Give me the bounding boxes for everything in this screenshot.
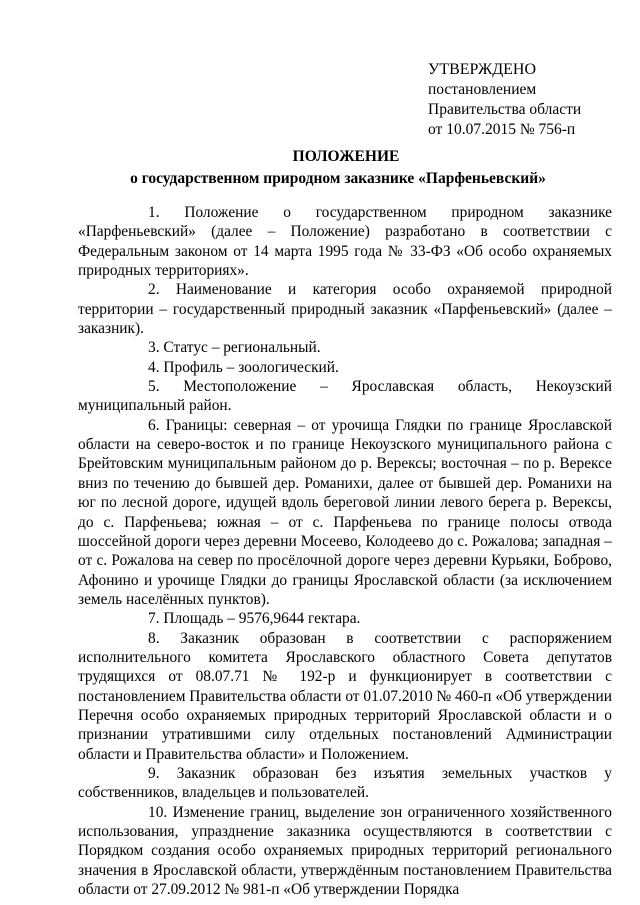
paragraph-4: 4. Профиль – зоологический. [148,358,339,376]
paragraph-3: 3. Статус – региональный. [148,339,321,357]
document-body [78,203,612,899]
paragraph-5: 5. Местоположение – Ярославская область, Некоузский муниципальный район. [78,378,612,415]
paragraph-9: 9. Заказник образован без изъятия земельных участков у собственников, владельцев и пользователей. [78,764,612,802]
document-title [0,146,640,190]
paragraph-7: 7. Площадь – 9576,9644 гектара. [148,610,361,628]
title-main: ПОЛОЖЕНИЕ [292,148,400,165]
title-sub: о государственном природном заказнике «Парфеньевский» [130,170,546,187]
paragraph-10: 10. Изменение границ, выделение зон ограниченного хозяйственного использования, упразднение заказника осуществляются в соответствии с Порядком создания особо охраняемых природных территорий регионального значения в Ярославской области, утверждённым постановлением Правительства области от 27.09.2012 № 981-п «Об утверждении Порядка [78,803,612,899]
paragraph-8: 8. Заказник образован в соответствии с распоряжением исполнительного комитета Ярославского областного Совета депутатов трудящихся от 08.07.71 № 192-р и функционирует в соответствии с постановлением Правительства области от 01.07.2010 № 460-п «Об утверждении Перечня особо охраняемых природных территорий Ярославской области и о признании утратившими силу отдельных постановлений Администрации области и Правительства области» и Положением. [78,629,612,763]
paragraph-6: 6. Границы: северная – от урочища Глядки по границе Ярославской области на северо-восток и по границе Некоузского муниципального района с Брейтовским муниципальным районом до р. Верексы; восточная – по р. Верексе вниз по течению до бывшей дер. Романихи, далее от бывшей дер. Романихи на юг по лесной дороге, идущей вдоль береговой линии левого берега р. Верексы, до с. Парфеньева; южная – от с. Парфеньева по границе полосы отвода шоссейной дороги через деревни Мосеево, Колодеево до с. Рожалова; западная – от с. Рожалова на север по просёлочной дороге через деревни Курьяки, Боброво, Афонино и урочище Глядки до границы Ярославской области (за исключением земель населённых пунктов). [78,416,612,608]
paragraph-1: 1. Положение о государственном природном заказнике «Парфеньевский» (далее – Положение) разработано в соответствии с Федеральным законом от 14 марта 1995 года № 33-ФЗ «Об особо охраняемых природных территориях». [78,204,612,280]
paragraph-2: 2. Наименование и категория особо охраняемой природной территории – государственный природный заказник «Парфеньевский» (далее – заказник). [78,281,612,338]
approval-heading: УТВЕРЖДЕНО [428,61,537,78]
approval-line: Правительства области [428,101,582,118]
approval-line: постановлением [428,81,537,98]
approval-line: от 10.07.2015 № 756-п [428,121,576,138]
approval-stamp [428,60,581,140]
